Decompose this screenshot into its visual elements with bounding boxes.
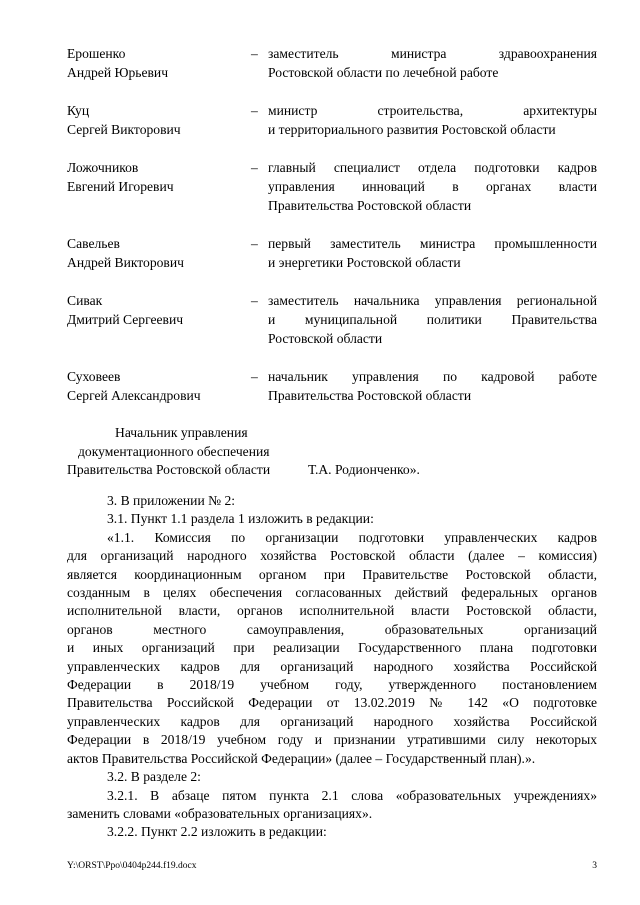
member-entry [67,158,597,215]
dash: – [251,103,258,118]
member-entry [67,44,597,82]
member-name: Савельев Андрей Викторович [67,236,184,270]
signature-title-line: Правительства Ростовской области Т.А. Родионченко». [67,461,597,480]
member-role: заместитель начальника управления региональной и муниципальной политики Правительства Ростовской области [268,293,597,346]
dash: – [251,369,258,384]
signer-name: Т.А. Родионченко». [308,462,420,477]
member-entry [67,101,597,139]
signature-title-line: Начальник управления [115,425,248,440]
paragraph: 3.1. Пункт 1.1 раздела 1 изложить в редакции: [107,511,374,527]
member-role: главный специалист отдела подготовки кадров управления инноваций в органах власти Правительства Ростовской области [268,160,597,213]
member-entry [67,367,597,405]
paragraph: «1.1. Комиссия по организации подготовки управленческих кадров для организаций народного хозяйства Ростовской области (далее – комиссия) является координационным органом при Правительстве Ростовской области, созданным в целях обеспечения согласованных действий федеральных органов исполнительной власти, органов исполнительной власти Ростовской области, органов местного самоуправления, образовательных организаций и иных организаций при реализации Государственного плана подготовки управленческих кадров для организаций народного хозяйства Российской Федерации в 2018/19 учебном году, утвержденного постановлением Правительства Российской Федерации от 13.02.2019 № 142 «О подготовке управленческих кадров для организаций народного хозяйства Российской Федерации в 2018/19 учебном году и признании утратившими силу некоторых актов Правительства Российской Федерации» (далее – Государственный план).». [67,529,597,766]
dash: – [251,46,258,61]
member-name: Ерошенко Андрей Юрьевич [67,46,169,80]
file-path: Y:\ORST\Ppo\0404p244.f19.docx [67,861,197,871]
dash: – [251,160,258,175]
member-entry [67,291,597,348]
dash: – [251,293,258,308]
document-body [67,492,597,842]
signature-title-line: документационного обеспечения [78,443,270,459]
dash: – [251,236,258,251]
member-name: Сивак Дмитрий Сергеевич [67,293,184,327]
commission-member-list [67,44,597,405]
member-role: первый заместитель министра промышленности и энергетики Ростовской области [268,236,597,270]
member-name: Куц Сергей Викторович [67,103,181,137]
member-role: министр строительства, архитектуры и территориального развития Ростовской области [268,103,597,137]
member-role: заместитель министра здравоохранения Ростовской области по лечебной работе [268,46,597,80]
page-number: 3 [592,861,597,871]
member-role: начальник управления по кадровой работе Правительства Ростовской области [268,369,597,403]
signature-block [67,424,597,480]
paragraph: 3.2.1. В абзаце пятом пункта 2.1 слова «образовательных учреждениях» заменить словами «образовательных организациях». [67,787,597,821]
paragraph: 3. В приложении № 2: [107,493,236,508]
member-name: Суховеев Сергей Александрович [67,369,201,403]
member-name: Ложочников Евгений Игоревич [67,160,174,194]
member-entry [67,234,597,272]
paragraph: 3.2.2. Пункт 2.2 изложить в редакции: [107,824,327,840]
paragraph: 3.2. В разделе 2: [107,769,201,785]
